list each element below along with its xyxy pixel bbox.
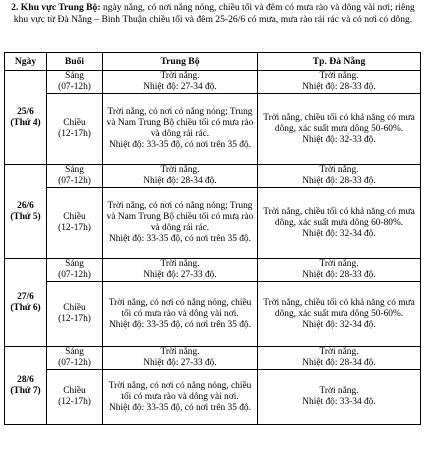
forecast-temp: Nhiệt độ: 28-33 độ. <box>302 82 376 92</box>
period-hours: (12-17h) <box>58 314 91 324</box>
forecast-text: Trời nắng. <box>319 259 359 269</box>
central-forecast-cell <box>103 282 258 347</box>
header-central: Trung Bộ <box>103 53 258 71</box>
period-name: Chiều <box>63 303 86 313</box>
period-cell <box>47 188 103 259</box>
table-row <box>5 94 421 165</box>
day-weekday: (Thứ 4) <box>10 117 41 128</box>
forecast-text: Trời nắng, có nơi có nắng nóng, chiều tối có mưa rào và dông vài nơi. <box>108 297 252 319</box>
forecast-temp: Nhiệt độ: 32-34 độ. <box>302 319 376 330</box>
central-forecast-cell <box>103 71 258 94</box>
intro-text: ngày nắng, có nơi nắng nóng, chiều tối và đêm có mưa rào và dông vài nơi; riêng khu vực từ Đà Nẵng – Bình Thuận chiều tối và đêm 25-26/6 có mưa, mưa rào rải rác và có nơi có dông. <box>13 2 415 25</box>
forecast-temp: Nhiệt độ: 33-35 độ, có nơi trên 35 độ. <box>109 234 251 244</box>
period-name: Sáng <box>65 165 84 175</box>
period-cell <box>47 165 103 188</box>
central-forecast-cell <box>103 165 258 188</box>
forecast-temp: Nhiệt độ: 28-34 độ. <box>143 176 217 186</box>
forecast-text: Trời nắng, chiều tối có khả năng có mưa dông, xác suất mưa dông 50-60%. <box>263 112 415 134</box>
forecast-temp: Nhiệt độ: 32-33 độ. <box>302 134 376 145</box>
period-hours: (12-17h) <box>58 223 91 233</box>
forecast-temp: Nhiệt độ: 33-35 độ, có nơi trên 35 độ. <box>109 140 251 150</box>
period-name: Chiều <box>63 386 86 396</box>
danang-forecast-cell <box>258 94 421 165</box>
period-hours: (12-17h) <box>58 129 91 139</box>
period-name: Chiều <box>63 118 86 128</box>
central-forecast-cell <box>103 94 258 165</box>
period-cell <box>47 259 103 282</box>
day-date: 28/6 <box>17 374 34 385</box>
header-period: Buổi <box>47 53 103 71</box>
intro-paragraph <box>6 2 420 25</box>
period-hours: (07-12h) <box>58 176 91 186</box>
danang-forecast-cell <box>258 259 421 282</box>
day-date: 25/6 <box>17 106 34 117</box>
day-date: 27/6 <box>17 291 34 302</box>
table-header-row <box>5 53 421 71</box>
forecast-text: Trời nắng, có nơi có nắng nóng; Trung và Nam Trung Bộ chiều tối có mưa rào và dông rải rác. <box>106 107 254 139</box>
period-hours: (12-17h) <box>58 397 91 407</box>
danang-forecast-cell <box>258 71 421 94</box>
forecast-temp: Nhiệt độ: 27-33 độ. <box>143 270 217 280</box>
central-forecast-cell <box>103 188 258 259</box>
forecast-text: Trời nắng. <box>319 165 359 175</box>
table-row <box>5 370 421 425</box>
day-weekday: (Thứ 5) <box>10 211 41 222</box>
forecast-text: Trời nắng, có nơi có nắng nóng; Trung và Nam Trung Bộ chiều tối có mưa rào và dông rải rác. <box>106 201 254 233</box>
day-cell <box>5 259 47 347</box>
header-day: Ngày <box>5 53 47 71</box>
day-cell <box>5 347 47 425</box>
danang-forecast-cell <box>258 282 421 347</box>
central-forecast-cell <box>103 347 258 370</box>
forecast-text: Trời nắng. <box>319 386 359 396</box>
forecast-temp: Nhiệt độ: 33-35 độ, có nơi trên 35 độ. <box>109 319 251 330</box>
intro-heading: 2. Khu vực Trung Bộ: <box>11 2 101 13</box>
period-name: Sáng <box>65 347 84 357</box>
day-cell <box>5 71 47 165</box>
period-hours: (07-12h) <box>58 270 91 280</box>
day-date: 26/6 <box>17 200 34 211</box>
table-row <box>5 259 421 282</box>
table-row <box>5 165 421 188</box>
table-row <box>5 71 421 94</box>
forecast-table <box>4 52 421 425</box>
period-name: Sáng <box>65 71 84 81</box>
table-row <box>5 282 421 347</box>
period-name: Sáng <box>65 259 84 269</box>
period-cell <box>47 94 103 165</box>
forecast-temp: Nhiệt độ: 32-34 độ. <box>302 228 376 239</box>
forecast-text: Trời nắng. <box>319 347 359 357</box>
header-danang: Tp. Đà Nẵng <box>258 53 421 71</box>
table-row <box>5 188 421 259</box>
danang-forecast-cell <box>258 165 421 188</box>
forecast-text: Trời nắng, có nơi có nắng nóng, chiều tối có mưa rào và dông vài nơi. <box>108 380 252 402</box>
day-weekday: (Thứ 7) <box>10 385 41 396</box>
period-cell <box>47 370 103 425</box>
period-hours: (07-12h) <box>58 358 91 368</box>
forecast-text: Trời nắng. <box>160 347 200 357</box>
period-cell <box>47 71 103 94</box>
day-cell <box>5 165 47 259</box>
period-cell <box>47 347 103 370</box>
forecast-text: Trời nắng. <box>319 71 359 81</box>
forecast-temp: Nhiệt độ: 27-34 độ. <box>143 82 217 92</box>
forecast-temp: Nhiệt độ: 28-33 độ. <box>302 176 376 186</box>
day-weekday: (Thứ 6) <box>10 302 41 313</box>
central-forecast-cell <box>103 370 258 425</box>
forecast-text: Trời nắng. <box>160 259 200 269</box>
forecast-text: Trời nắng, chiều tối có khả năng có mưa dông, xác suất mưa dông 60-80%. <box>263 206 415 228</box>
forecast-temp: Nhiệt độ: 33-34 độ. <box>302 397 376 407</box>
period-name: Chiều <box>63 212 86 222</box>
central-forecast-cell <box>103 259 258 282</box>
forecast-temp: Nhiệt độ: 27-33 độ. <box>143 358 217 368</box>
danang-forecast-cell <box>258 188 421 259</box>
danang-forecast-cell <box>258 347 421 370</box>
period-cell <box>47 282 103 347</box>
forecast-text: Trời nắng. <box>160 165 200 175</box>
forecast-temp: Nhiệt độ: 28-34 độ. <box>302 358 376 368</box>
forecast-text: Trời nắng, chiều tối có khả năng có mưa dông, xác suất mưa dông 50-60%. <box>263 297 415 319</box>
forecast-temp: Nhiệt độ: 28-33 độ. <box>302 270 376 280</box>
table-row <box>5 347 421 370</box>
forecast-text: Trời nắng. <box>160 71 200 81</box>
forecast-temp: Nhiệt độ: 33-35 độ, có nơi trên 35 độ. <box>109 402 251 413</box>
danang-forecast-cell <box>258 370 421 425</box>
period-hours: (07-12h) <box>58 82 91 92</box>
